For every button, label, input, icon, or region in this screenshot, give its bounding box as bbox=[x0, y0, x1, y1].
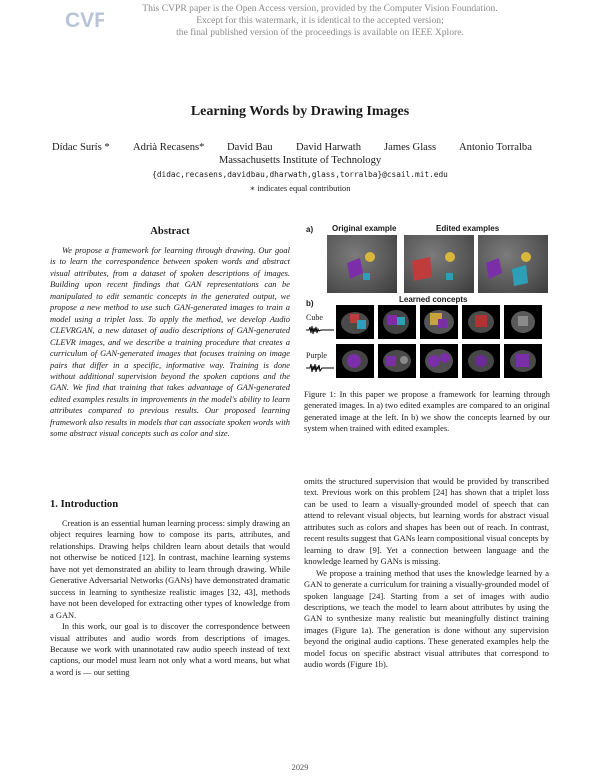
intro-paragraph-2: In this work, our goal is to discover the correspondence between visual attributes and audio words from descriptions of images. Because we work with unannotated raw audio speech instead of text captions, our model must learn not only what a word means, but what a word is — our setting bbox=[50, 621, 290, 677]
concept-purple-4 bbox=[462, 344, 500, 378]
author-1: Dídac Surís * bbox=[52, 142, 110, 153]
right-paragraph-2: We propose a training method that uses the knowledge learned by a GAN to generate a curriculum for training a visually-grounded model of spoken language [24]. Starting from a set of images with audio descriptions, we teach the model to learn about attributes by using the GAN to synthesize many realistic but meaningfully distinct training images (Figure 1a). The generation is done without any supervision beyond the original audio captions. These generated examples help the model focus on specific abstract visual attributes that correspond to audio words (Figure 1b). bbox=[304, 567, 549, 670]
right-paragraph-1: omits the structured supervision that would be provided by transcribed text. Previous work on this problem [24] has shown that a triplet loss can be used to learn a visually-grounded model of speech that can attend to relevant visual objects, but learning words for abstract visual attributes such as colors and shapes has been out of reach. In contrast, recent results suggest that GANs learn compositional visual concepts by learning to draw [9]. Yet a connection between language and the knowledge learned by GANs is missing. bbox=[304, 476, 549, 567]
author-2: Adrià Recasens* bbox=[133, 142, 205, 153]
edited-example-1 bbox=[404, 235, 474, 293]
author-4: David Harwath bbox=[296, 142, 362, 153]
gold-sphere bbox=[365, 252, 375, 262]
page-number: 2029 bbox=[291, 763, 309, 772]
concept-purple-2 bbox=[378, 344, 416, 378]
red-cube bbox=[412, 257, 432, 281]
paper-title: Learning Words by Drawing Images bbox=[190, 104, 410, 119]
intro-paragraph-1: Creation is an essential human learning process: simply drawing an object requires learning how to compose its parts, attributes, and relationships. Drawing helps children learn about details that would not otherwise be noticed [12]. In contrast, machine learning systems have not yet demonstrated an ability to learn through drawing. While Generative Adversarial Networks (GANs) have demonstrated dramatic success in learning to synthesize realistic images [32, 43], methods have not been developed for extracting other types of knowledge from a GAN. bbox=[50, 518, 290, 620]
edited-example-2 bbox=[478, 235, 548, 293]
abstract-text: We propose a framework for learning through drawing. Our goal is to learn the correspondence between spoken words and abstract visual attributes, from a dataset of spoken descriptions of images. Building upon recent findings that GAN representations can be manipulated to edit semantic concepts in the generated output, we propose a new method to use such GAN-generated images to train a model using a triplet loss. To apply the method, we develop Audio CLEVRGAN, a new dataset of audio descriptions of GAN-generated CLEVR images, and we describe a training procedure that creates a curriculum of GAN-generated images that focuses training on image pairs that differ in a specific, informative way. Training is done without additional supervision beyond the spoken captions and the GAN. We find that training that takes advantage of GAN-generated edited examples results in improvements in the model's ability to learn attributes compared to previous results. Our proposed learning framework also results in models that can associate spoken words with some abstract visual concepts such as color and size. bbox=[50, 245, 290, 439]
watermark-notice bbox=[140, 3, 500, 39]
concept-cube-5 bbox=[504, 305, 542, 339]
gold-sphere bbox=[445, 252, 455, 262]
original-scene-objects bbox=[327, 235, 397, 293]
watermark-line-3: the final published version of the proceedings is available on IEEE Xplore. bbox=[176, 27, 464, 38]
cube-audio-waveform bbox=[306, 325, 334, 335]
small-cyan-cube bbox=[363, 273, 370, 280]
figure-1 bbox=[304, 224, 554, 384]
edited-examples-label: Edited examples bbox=[436, 224, 500, 233]
concept-cube-2 bbox=[378, 305, 416, 339]
affiliation: Massachusetts Institute of Technology bbox=[218, 155, 382, 166]
concept-purple-1 bbox=[336, 344, 374, 378]
watermark-line-1: This CVPR paper is the Open Access version, provided by the Computer Vision Foundation. bbox=[142, 3, 498, 14]
watermark-line-2: Except for this watermark, it is identical to the accepted version; bbox=[196, 15, 444, 26]
figure-1-caption: Figure 1: In this paper we propose a framework for learning through generated images. In a) two edited examples are compared to an original generated image at the left. In b) we show the concepts learned by our system when trained with edited examples. bbox=[304, 389, 550, 434]
abstract-body bbox=[50, 245, 290, 440]
author-3: David Bau bbox=[227, 142, 273, 153]
author-6: Antonio Torralba bbox=[459, 142, 532, 153]
purple-cube bbox=[486, 258, 502, 279]
concept-cube-3 bbox=[420, 305, 458, 339]
author-emails[interactable]: {didac,recasens,davidbau,dharwath,glass,torralba}@csail.mit.edu bbox=[152, 170, 448, 179]
intro-heading: 1. Introduction bbox=[50, 499, 119, 510]
purple-cube bbox=[347, 258, 363, 279]
panel-a-label: a) bbox=[306, 225, 314, 234]
author-5: James Glass bbox=[384, 142, 437, 153]
gold-sphere bbox=[521, 252, 531, 262]
original-example-image bbox=[327, 235, 397, 293]
purple-audio-waveform bbox=[306, 363, 334, 373]
panel-b-label: b) bbox=[306, 299, 314, 308]
concept-purple-5 bbox=[504, 344, 542, 378]
learned-concepts-label: Learned concepts bbox=[399, 295, 468, 304]
concept-cube-1 bbox=[336, 305, 374, 339]
svg-text:CVF: CVF bbox=[65, 9, 104, 32]
cvf-logo-mark bbox=[64, 6, 104, 32]
abstract-heading: Abstract bbox=[150, 226, 190, 237]
row-label-purple: Purple bbox=[306, 351, 327, 360]
intro-body bbox=[50, 518, 290, 678]
equal-contribution-note: ∗ indicates equal contribution bbox=[249, 184, 351, 193]
edited-scene-2-objects bbox=[478, 235, 548, 293]
row-label-cube: Cube bbox=[306, 313, 323, 322]
right-column-body bbox=[304, 476, 549, 671]
cvf-logo bbox=[64, 6, 104, 32]
edited-scene-1-objects bbox=[404, 235, 474, 293]
original-example-label: Original example bbox=[332, 224, 397, 233]
concept-cube-4 bbox=[462, 305, 500, 339]
large-cyan-cube bbox=[512, 265, 528, 286]
small-cyan-cube bbox=[446, 273, 453, 280]
concept-purple-3 bbox=[420, 344, 458, 378]
